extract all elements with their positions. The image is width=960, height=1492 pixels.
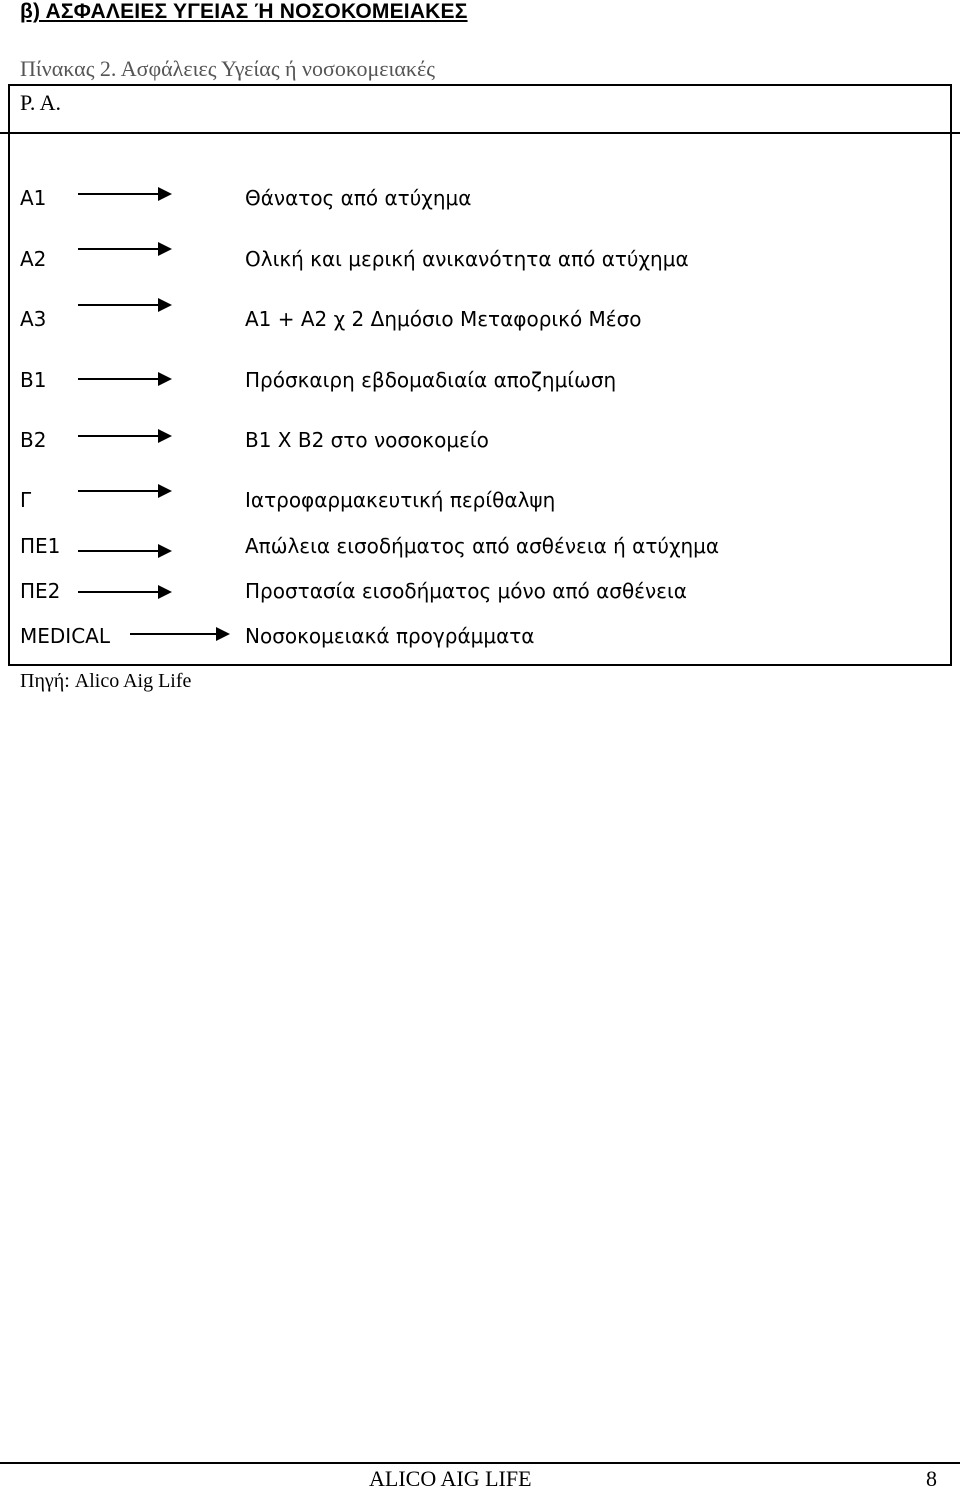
section-heading: β) ΑΣΦΑΛΕΙΕΣ ΥΓΕΙΑΣ Ή ΝΟΣΟΚΟΜΕΙΑΚΕΣ [20,0,468,23]
box-label: Ρ. Α. [20,90,61,115]
arrow-right-icon [130,627,230,641]
page-number: 8 [926,1466,937,1491]
coverage-code: ΠΕ2 [20,579,61,603]
coverage-description: Νοσοκομειακά προγράμματα [245,624,535,648]
coverage-description: Πρόσκαιρη εβδομαδιαία αποζημίωση [245,368,617,392]
arrow-right-icon [78,484,172,498]
coverage-code: Β1 [20,368,47,392]
coverage-description: Προστασία εισοδήματος μόνο από ασθένεια [245,579,687,603]
coverage-code: ΠΕ1 [20,534,61,558]
header-rule [0,132,960,134]
arrow-right-icon [78,372,172,386]
footer-rule [0,1462,960,1464]
coverage-code: Γ [20,488,32,512]
coverage-description: Α1 + Α2 χ 2 Δημόσιο Μεταφορικό Μέσο [245,307,642,331]
arrow-right-icon [78,298,172,312]
arrow-right-icon [78,187,172,201]
arrow-right-icon [78,544,172,558]
coverage-code: Α3 [20,307,47,331]
coverage-description: Απώλεια εισοδήματος από ασθένεια ή ατύχημα [245,534,720,558]
arrow-right-icon [78,429,172,443]
coverage-code: Β2 [20,428,47,452]
arrow-right-icon [78,585,172,599]
source-note: Πηγή: Alico Aig Life [20,670,192,692]
coverage-code: MEDICAL [20,624,110,648]
footer-title: ALICO AIG LIFE [369,1466,532,1491]
coverage-description: Β1 Χ Β2 στο νοσοκομείο [245,428,489,452]
arrow-right-icon [78,242,172,256]
coverage-description: Ολική και μερική ανικανότητα από ατύχημα [245,247,689,271]
coverage-description: Θάνατος από ατύχημα [245,186,472,210]
coverage-description: Ιατροφαρμακευτική περίθαλψη [245,488,556,512]
coverage-code: Α1 [20,186,47,210]
table-caption: Πίνακας 2. Ασφάλειες Υγείας ή νοσοκομειακές [20,56,435,81]
coverage-code: Α2 [20,247,47,271]
